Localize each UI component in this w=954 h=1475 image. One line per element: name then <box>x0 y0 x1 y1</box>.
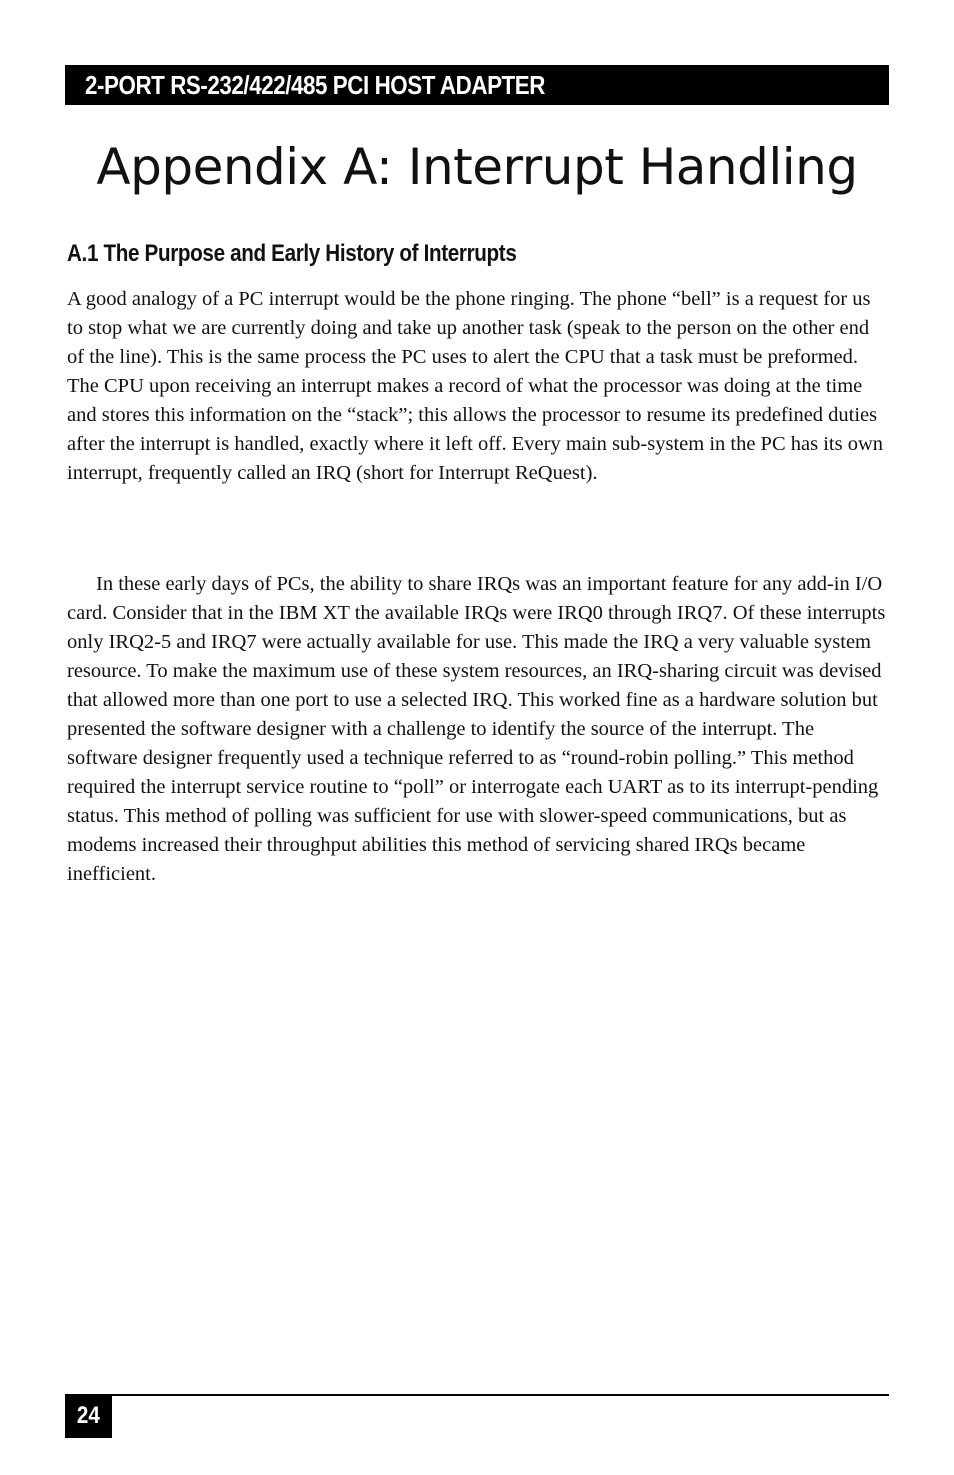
body-paragraph: In these early days of PCs, the ability to share IRQs was an important feature for any add-in I/O card. Consider that in the IBM XT the available IRQs were IRQ0 through IRQ7. Of these interrupts only IRQ2-5 and IRQ7 were actually available for use. This made the IRQ a very valuable system resource. To make the maximum use of these system resources, an IRQ-sharing circuit was devised that allowed more than one port to use a selected IRQ. This worked fine as a hardware solution but presented the software designer with a challenge to identify the source of the interrupt. The software designer frequently used a technique referred to as “round-robin polling.” This method required the interrupt service routine to “poll” or interrogate each UART as to its interrupt-pending status. This method of polling was sufficient for use with slower-speed communications, but as modems increased their throughput abilities this method of servicing shared IRQs became inefficient. <box>67 573 886 885</box>
page-number-box <box>65 1394 112 1438</box>
page-title: Appendix A: Interrupt Handling <box>96 138 858 196</box>
running-header-title: 2-PORT RS-232/422/485 PCI HOST ADAPTER <box>85 69 545 100</box>
running-header-bar <box>65 65 889 105</box>
body-paragraph: A good analogy of a PC interrupt would be the phone ringing. The phone “bell” is a request for us to stop what we are currently doing and take up another task (speak to the person on the other end of the line). This is the same process the PC uses to alert the CPU that a task must be preformed. The CPU upon receiving an interrupt makes a record of what the processor was doing at the time and stores this information on the “stack”; this allows the processor to resume its predefined duties after the interrupt is handled, exactly where it left off. Every main sub-system in the PC has its own interrupt, frequently called an IRQ (short for Interrupt ReQuest). <box>67 288 884 484</box>
page-number: 24 <box>77 1402 100 1429</box>
footer-rule <box>65 1394 889 1396</box>
section-heading: A.1 The Purpose and Early History of Interrupts <box>67 240 517 267</box>
